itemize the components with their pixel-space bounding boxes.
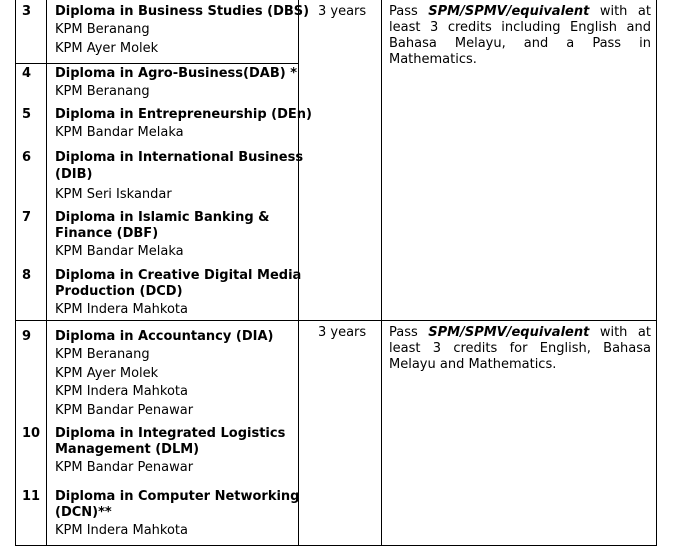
- border-bottom: [15, 545, 657, 546]
- program-location: KPM Ayer Molek: [55, 41, 159, 56]
- program-number: 6: [22, 150, 32, 165]
- program-number: 11: [22, 489, 41, 504]
- entry-requirement: Pass SPM/SPMV/equivalent with at least 3 credits for English, Bahasa Melayu and Mathematics.: [389, 325, 651, 372]
- program-title: Diploma in Accountancy (DIA): [55, 329, 274, 344]
- program-title: Diploma in Entrepreneurship (DEn): [55, 107, 312, 122]
- program-number: 5: [22, 107, 32, 122]
- program-location: KPM Bandar Melaka: [55, 244, 184, 259]
- program-location: KPM Bandar Penawar: [55, 403, 194, 418]
- program-location: KPM Beranang: [55, 347, 150, 362]
- border-right: [656, 0, 657, 546]
- qualification-emphasis: SPM/SPMV/equivalent: [428, 4, 590, 19]
- divider-duration-col: [381, 0, 382, 546]
- program-number: 8: [22, 268, 32, 283]
- program-title: Diploma in Creative Digital Media: [55, 268, 302, 283]
- divider-num-col: [46, 0, 47, 546]
- entry-requirement: Pass SPM/SPMV/equivalent with at least 3 credits including English and Bahasa Melayu, and a Pass in Mathematics.: [389, 4, 651, 67]
- program-number: 3: [22, 4, 32, 19]
- program-title: Diploma in Agro-Business(DAB) *: [55, 66, 297, 81]
- duration: 3 years: [318, 325, 367, 340]
- program-title: Diploma in Islamic Banking &: [55, 210, 270, 225]
- program-title: Diploma in Business Studies (DBS): [55, 4, 310, 19]
- program-number: 9: [22, 329, 32, 344]
- qualification-emphasis: SPM/SPMV/equivalent: [428, 325, 590, 340]
- program-location: KPM Bandar Melaka: [55, 125, 184, 140]
- program-title: Management (DLM): [55, 442, 200, 457]
- program-location: KPM Indera Mahkota: [55, 384, 188, 399]
- program-title: Diploma in International Business: [55, 150, 304, 165]
- program-location: KPM Indera Mahkota: [55, 523, 188, 538]
- program-location: KPM Indera Mahkota: [55, 302, 188, 317]
- program-location: KPM Beranang: [55, 22, 150, 37]
- program-location: KPM Ayer Molek: [55, 366, 159, 381]
- program-number: 4: [22, 66, 32, 81]
- program-location: KPM Seri Iskandar: [55, 187, 172, 202]
- border-left: [15, 0, 16, 546]
- duration: 3 years: [318, 4, 367, 19]
- row-divider-3: [15, 63, 298, 64]
- program-location: KPM Beranang: [55, 84, 150, 99]
- program-title: Diploma in Computer Networking: [55, 489, 300, 504]
- program-title: Finance (DBF): [55, 226, 159, 241]
- program-title: Diploma in Integrated Logistics: [55, 426, 286, 441]
- program-number: 10: [22, 426, 41, 441]
- program-title: (DCN)**: [55, 505, 112, 520]
- program-location: KPM Bandar Penawar: [55, 460, 194, 475]
- program-title: Production (DCD): [55, 284, 183, 299]
- program-title: (DIB): [55, 167, 93, 182]
- group-divider: [15, 320, 657, 321]
- program-number: 7: [22, 210, 32, 225]
